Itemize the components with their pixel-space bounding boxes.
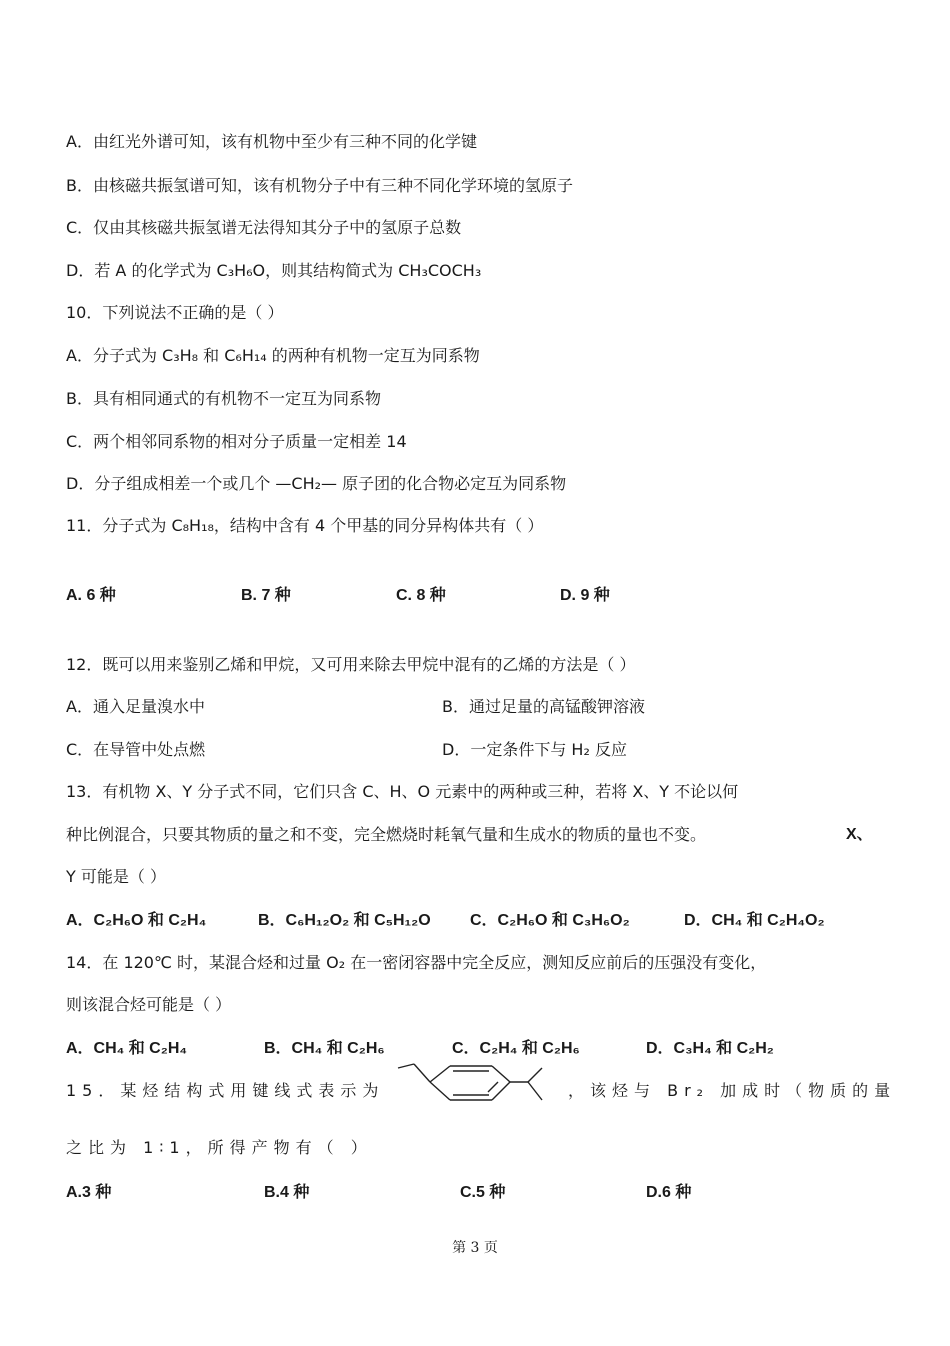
q15-stem-part2: ，该烃与 Br₂ 加成时（物质的量 xyxy=(568,1081,897,1100)
q15-option-a: A.3 种 xyxy=(66,1184,112,1201)
q10-option-c: C．两个相邻同系物的相对分子质量一定相差 14 xyxy=(66,432,407,451)
q14-stem-line2: 则该混合烃可能是（ ） xyxy=(66,995,232,1014)
q10-option-a: A．分子式为 C₃H₈ 和 C₆H₁₄ 的两种有机物一定互为同系物 xyxy=(66,346,480,365)
q10-option-d: D．分子组成相差一个或几个 —CH₂— 原子团的化合物必定互为同系物 xyxy=(66,474,567,493)
q14-option-a: A．CH₄ 和 C₂H₄ xyxy=(66,1040,188,1057)
q15-option-d: D.6 种 xyxy=(646,1184,692,1201)
q12-option-c: C．在导管中处点燃 xyxy=(66,740,206,759)
q15-option-c: C.5 种 xyxy=(460,1184,506,1201)
q12-option-a: A．通入足量溴水中 xyxy=(66,697,205,716)
q11-option-c: C. 8 种 xyxy=(396,587,446,604)
q9-option-a: A．由红光外谱可知，该有机物中至少有三种不同的化学键 xyxy=(66,132,477,151)
q9-option-d: D．若 A 的化学式为 C₃H₆O，则其结构简式为 CH₃COCH₃ xyxy=(66,261,482,280)
q13-stem-line2: 种比例混合，只要其物质的量之和不变，完全燃烧时耗氧气量和生成水的物质的量也不变。 xyxy=(66,825,707,844)
q13-option-c: C．C₂H₆O 和 C₃H₆O₂ xyxy=(470,912,630,929)
q15-option-b: B.4 种 xyxy=(264,1184,310,1201)
bond-line-structure-diagram xyxy=(392,1060,552,1110)
q12-option-b: B．通过足量的高锰酸钾溶液 xyxy=(442,697,645,716)
q13-stem-line1: 13．有机物 X、Y 分子式不同，它们只含 C、H、O 元素中的两种或三种，若将 X、Y 不论以何 xyxy=(66,782,739,801)
q10-stem: 10．下列说法不正确的是（ ） xyxy=(66,303,284,322)
q12-option-d: D．一定条件下与 H₂ 反应 xyxy=(442,740,627,759)
q11-option-a: A. 6 种 xyxy=(66,587,116,604)
q11-option-d: D. 9 种 xyxy=(560,587,610,604)
q12-stem: 12．既可以用来鉴别乙烯和甲烷，又可用来除去甲烷中混有的乙烯的方法是（ ） xyxy=(66,655,636,674)
q13-option-a: A．C₂H₆O 和 C₂H₄ xyxy=(66,912,207,929)
page-number: 第 3 页 xyxy=(452,1240,498,1256)
q9-option-c: C．仅由其核磁共振氢谱无法得知其分子中的氢原子总数 xyxy=(66,218,462,237)
q15-stem-part1: 15．某烃结构式用键线式表示为 xyxy=(66,1081,385,1100)
q13-option-d: D．CH₄ 和 C₂H₄O₂ xyxy=(684,912,825,929)
q14-option-d: D．C₃H₄ 和 C₂H₂ xyxy=(646,1040,774,1057)
q15-stem-line2: 之比为 1∶1，所得产物有（ ） xyxy=(66,1138,373,1157)
q10-option-b: B．具有相同通式的有机物不一定互为同系物 xyxy=(66,389,381,408)
q13-option-b: B．C₆H₁₂O₂ 和 C₅H₁₂O xyxy=(258,912,431,929)
q11-option-b: B. 7 种 xyxy=(241,587,291,604)
q11-stem: 11．分子式为 C₈H₁₈，结构中含有 4 个甲基的同分异构体共有（ ） xyxy=(66,516,544,535)
q14-stem-line1: 14．在 120℃ 时，某混合烃和过量 O₂ 在一密闭容器中完全反应，测知反应前后的压强没有变化， xyxy=(66,953,767,972)
q14-option-c: C．C₂H₄ 和 C₂H₆ xyxy=(452,1040,580,1057)
q9-option-b: B．由核磁共振氢谱可知，该有机物分子中有三种不同化学环境的氢原子 xyxy=(66,176,573,195)
q13-stem-line2-tail: X、 xyxy=(846,826,873,843)
q13-stem-line3: Y 可能是（ ） xyxy=(66,867,166,886)
q14-option-b: B．CH₄ 和 C₂H₆ xyxy=(264,1040,385,1057)
